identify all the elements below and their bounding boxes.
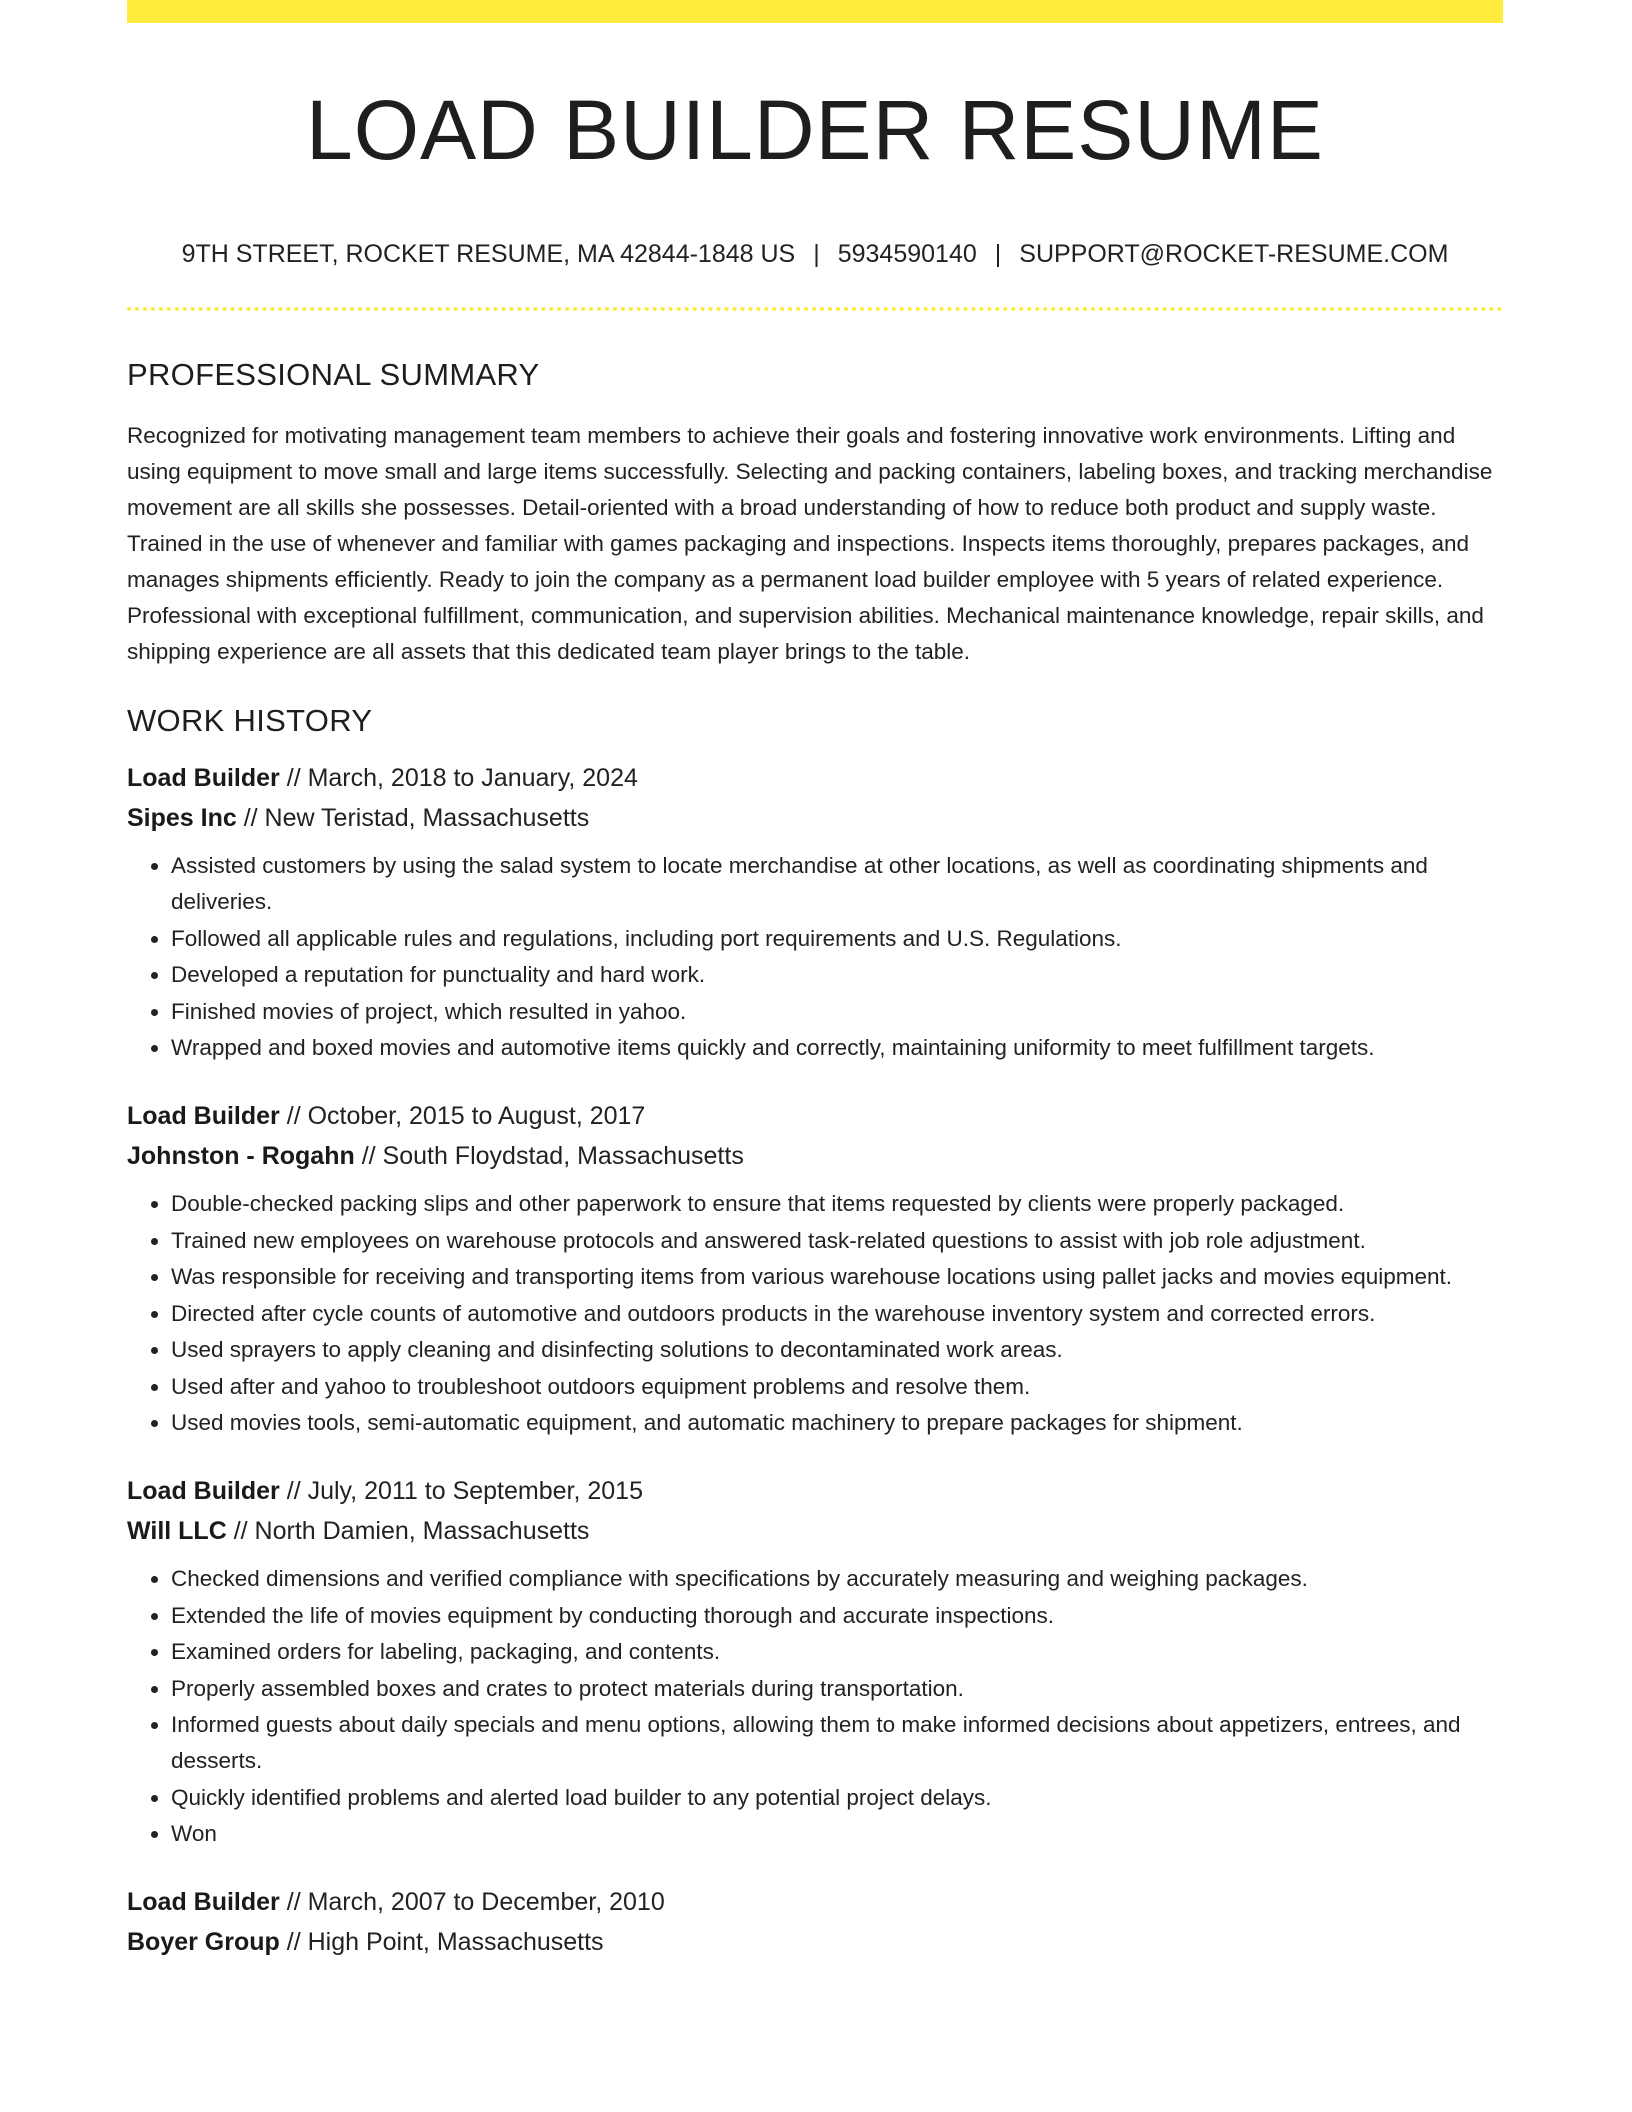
resume-content: [127, 350, 1503, 1962]
job-dates: // October, 2015 to August, 2017: [279, 1102, 646, 1130]
job-bullet: • Was responsible for receiving and transporting items from various warehouse locations using pallet jacks and movies equipment.: [171, 1259, 1503, 1295]
contact-email[interactable]: SUPPORT@ROCKET-RESUME.COM: [1019, 240, 1449, 268]
job-company-line: [127, 1922, 1503, 1962]
job-title: Load Builder: [127, 1102, 280, 1130]
job-bullet: • Examined orders for labeling, packaging, and contents.: [171, 1634, 1503, 1670]
summary-text: Recognized for motivating management team members to achieve their goals and fostering innovative work environments. Lifting and using equipment to move small and large items successfully. Selecting and packing containers, labeling boxes, and tracking merchandise movement are all skills she possesses. Detail-oriented with a broad understanding of how to reduce both product and supply waste. Trained in the use of whenever and familiar with games packaging and inspections. Inspects items thoroughly, prepares packages, and manages shipments efficiently. Ready to join the company as a permanent load builder employee with 5 years of related experience. Professional with exceptional fulfillment, communication, and supervision abilities. Mechanical maintenance knowledge, repair skills, and shipping experience are all assets that this dedicated team player brings to the table.: [127, 423, 1493, 664]
job-bullet: • Informed guests about daily specials and menu options, allowing them to make informed decisions about appetizers, entrees, and desserts.: [171, 1707, 1503, 1779]
job-bullet: • Wrapped and boxed movies and automotive items quickly and correctly, maintaining uniformity to meet fulfillment targets.: [171, 1030, 1503, 1066]
job-title-line: [127, 1471, 1503, 1511]
job-bullet: • Extended the life of movies equipment by conducting thorough and accurate inspections.: [171, 1598, 1503, 1634]
job-location: // New Teristad, Massachusetts: [236, 804, 590, 832]
job-title-line: [127, 758, 1503, 798]
job-entry: [127, 1882, 1503, 1962]
job-company-line: [127, 798, 1503, 838]
job-bullet: • Properly assembled boxes and crates to protect materials during transportation.: [171, 1671, 1503, 1707]
job-bullet: • Quickly identified problems and alerted load builder to any potential project delays.: [171, 1780, 1503, 1816]
job-title: Load Builder: [127, 1888, 280, 1916]
contact-phone: 5934590140: [837, 240, 977, 268]
job-company: Will LLC: [127, 1517, 227, 1545]
job-title-line: [127, 1096, 1503, 1136]
resume-title: LOAD BUILDER RESUME: [306, 83, 1324, 177]
job-bullet: • Won: [171, 1816, 1503, 1852]
contact-separator: |: [813, 240, 820, 268]
dotted-divider: [127, 307, 1503, 311]
job-company: Sipes Inc: [127, 804, 237, 832]
job-bullet: • Developed a reputation for punctuality and hard work.: [171, 957, 1503, 993]
job-bullet: • Finished movies of project, which resulted in yahoo.: [171, 994, 1503, 1030]
job-bullet: • Double-checked packing slips and other paperwork to ensure that items requested by clients were properly packaged.: [171, 1186, 1503, 1222]
contact-address: 9TH STREET, ROCKET RESUME, MA 42844-1848 US: [181, 240, 796, 268]
contact-separator: |: [994, 240, 1002, 268]
section-gap: [127, 670, 1503, 696]
job-company-line: [127, 1511, 1503, 1551]
job-bullet: • Used sprayers to apply cleaning and disinfecting solutions to decontaminated work areas.: [171, 1332, 1503, 1368]
job-company: Johnston - Rogahn: [127, 1142, 355, 1170]
job-company: Boyer Group: [127, 1928, 280, 1956]
job-bullet: • Used after and yahoo to troubleshoot outdoors equipment problems and resolve them.: [171, 1369, 1503, 1405]
job-bullet: • Assisted customers by using the salad system to locate merchandise at other locations, as well as coordinating shipments and deliveries.: [171, 848, 1503, 920]
job-title: Load Builder: [127, 1477, 280, 1505]
summary-heading: PROFESSIONAL SUMMARY: [127, 357, 540, 392]
job-dates: // March, 2007 to December, 2010: [279, 1888, 665, 1916]
job-entry: [127, 1471, 1503, 1852]
work-history-heading: WORK HISTORY: [127, 703, 373, 738]
job-bullet: • Followed all applicable rules and regulations, including port requirements and U.S. Regulations.: [171, 921, 1503, 957]
job-title: Load Builder: [127, 764, 280, 792]
job-entry: [127, 1096, 1503, 1441]
job-location: // High Point, Massachusetts: [279, 1928, 604, 1956]
job-location: // North Damien, Massachusetts: [226, 1517, 590, 1545]
job-bullet: • Directed after cycle counts of automotive and outdoors products in the warehouse inventory system and corrected errors.: [171, 1296, 1503, 1332]
job-bullets: [127, 1186, 1503, 1441]
job-bullet: • Used movies tools, semi-automatic equipment, and automatic machinery to prepare packages for shipment.: [171, 1405, 1503, 1441]
accent-top-bar: [127, 0, 1503, 23]
job-title-line: [127, 1882, 1503, 1922]
job-entry: [127, 758, 1503, 1066]
job-dates: // July, 2011 to September, 2015: [279, 1477, 643, 1505]
job-bullet: • Trained new employees on warehouse protocols and answered task-related questions to assist with job role adjustment.: [171, 1223, 1503, 1259]
contact-line: [127, 236, 1503, 272]
job-location: // South Floydstad, Massachusetts: [354, 1142, 744, 1170]
job-company-line: [127, 1136, 1503, 1176]
job-dates: // March, 2018 to January, 2024: [279, 764, 638, 792]
job-bullets: [127, 1561, 1503, 1852]
job-bullet: • Checked dimensions and verified compliance with specifications by accurately measuring and weighing packages.: [171, 1561, 1503, 1597]
job-bullets: [127, 848, 1503, 1066]
